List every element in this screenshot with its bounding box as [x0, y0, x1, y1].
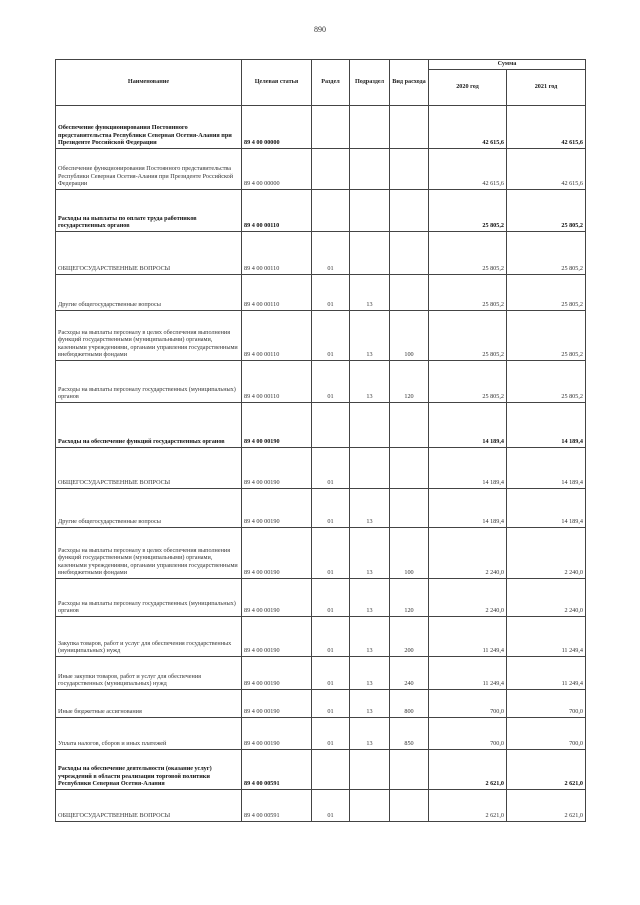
cell-name: Расходы на выплаты персоналу в целях обеспечения выполнения функций государственными (муниципальными) органами, казенными учреждениями, органами управления государственными внебюджетными фондами	[56, 311, 242, 361]
cell-article: 89 4 00 00000	[242, 149, 312, 190]
cell-sum-2021: 2 240,0	[507, 579, 586, 617]
cell-name: Расходы на выплаты по оплате труда работников государственных органов	[56, 190, 242, 232]
cell-sum-2021: 2 621,0	[507, 790, 586, 822]
header-section: Раздел	[312, 60, 350, 106]
cell-sum-2021: 25 805,2	[507, 275, 586, 311]
cell-sum-2020: 11 249,4	[429, 617, 507, 657]
table-row	[56, 106, 586, 149]
table-row	[56, 528, 586, 579]
cell-sum-2021: 25 805,2	[507, 190, 586, 232]
cell-expense-type: 200	[390, 617, 429, 657]
cell-sum-2021: 25 805,2	[507, 311, 586, 361]
cell-sum-2021: 2 240,0	[507, 528, 586, 579]
cell-expense-type: 850	[390, 718, 429, 750]
budget-table	[55, 59, 586, 822]
cell-expense-type: 120	[390, 579, 429, 617]
cell-article: 89 4 00 00190	[242, 448, 312, 489]
cell-expense-type	[390, 275, 429, 311]
header-subsection: Подраздел	[350, 60, 390, 106]
cell-expense-type	[390, 750, 429, 790]
cell-sum-2021: 14 189,4	[507, 489, 586, 528]
header-year-2020: 2020 год	[429, 70, 507, 106]
cell-article: 89 4 00 00110	[242, 190, 312, 232]
cell-expense-type	[390, 106, 429, 149]
cell-name: Обеспечение функционирования Постоянного представительства Республики Северная Осетия-Алания при Президенте Российской Федерации	[56, 106, 242, 149]
cell-sum-2021: 25 805,2	[507, 361, 586, 403]
cell-article: 89 4 00 00190	[242, 718, 312, 750]
cell-sum-2020: 42 615,6	[429, 106, 507, 149]
cell-name: ОБЩЕГОСУДАРСТВЕННЫЕ ВОПРОСЫ	[56, 448, 242, 489]
table-row	[56, 361, 586, 403]
cell-sum-2021: 700,0	[507, 718, 586, 750]
cell-subsection	[350, 790, 390, 822]
cell-article: 89 4 00 00190	[242, 690, 312, 718]
cell-article: 89 4 00 00591	[242, 790, 312, 822]
cell-expense-type	[390, 190, 429, 232]
cell-subsection: 13	[350, 361, 390, 403]
cell-subsection: 13	[350, 528, 390, 579]
page-number: 890	[314, 25, 326, 34]
header-name: Наименование	[56, 60, 242, 106]
cell-subsection	[350, 750, 390, 790]
cell-sum-2021: 700,0	[507, 690, 586, 718]
cell-subsection: 13	[350, 617, 390, 657]
header-expense-type: Вид расхода	[390, 60, 429, 106]
table-row	[56, 275, 586, 311]
cell-name: Расходы на выплаты персоналу государственных (муниципальных) органов	[56, 579, 242, 617]
cell-section: 01	[312, 311, 350, 361]
cell-name: ОБЩЕГОСУДАРСТВЕННЫЕ ВОПРОСЫ	[56, 232, 242, 275]
cell-subsection: 13	[350, 579, 390, 617]
table-row	[56, 403, 586, 448]
table-row	[56, 579, 586, 617]
cell-section: 01	[312, 232, 350, 275]
cell-section: 01	[312, 790, 350, 822]
cell-expense-type	[390, 448, 429, 489]
cell-sum-2020: 14 189,4	[429, 403, 507, 448]
cell-name: Расходы на обеспечение деятельности (оказание услуг) учреждений в области реализации торговой политики Республики Северная Осетия-Алания	[56, 750, 242, 790]
header-article: Целевая статья	[242, 60, 312, 106]
cell-sum-2020: 42 615,6	[429, 149, 507, 190]
cell-expense-type: 100	[390, 311, 429, 361]
cell-expense-type: 800	[390, 690, 429, 718]
cell-name: Иные бюджетные ассигнования	[56, 690, 242, 718]
cell-sum-2020: 2 621,0	[429, 790, 507, 822]
header-year-2021: 2021 год	[507, 70, 586, 106]
cell-subsection	[350, 190, 390, 232]
cell-name: Расходы на выплаты персоналу в целях обеспечения выполнения функций государственными (муниципальными) органами, казенными учреждениями, органами управления государственными внебюджетными фондами	[56, 528, 242, 579]
cell-name: Расходы на выплаты персоналу государственных (муниципальных) органов	[56, 361, 242, 403]
table-row	[56, 657, 586, 690]
cell-sum-2020: 700,0	[429, 718, 507, 750]
cell-expense-type: 240	[390, 657, 429, 690]
cell-sum-2020: 25 805,2	[429, 232, 507, 275]
cell-name: Уплата налогов, сборов и иных платежей	[56, 718, 242, 750]
cell-subsection: 13	[350, 657, 390, 690]
table-row	[56, 311, 586, 361]
cell-expense-type: 120	[390, 361, 429, 403]
cell-section: 01	[312, 657, 350, 690]
table-row	[56, 617, 586, 657]
cell-sum-2020: 25 805,2	[429, 190, 507, 232]
cell-section	[312, 190, 350, 232]
cell-sum-2021: 42 615,6	[507, 149, 586, 190]
cell-sum-2020: 700,0	[429, 690, 507, 718]
cell-article: 89 4 00 00110	[242, 311, 312, 361]
cell-section	[312, 149, 350, 190]
cell-section: 01	[312, 579, 350, 617]
cell-name: Закупка товаров, работ и услуг для обеспечения государственных (муниципальных) нужд	[56, 617, 242, 657]
cell-sum-2020: 25 805,2	[429, 361, 507, 403]
cell-section	[312, 106, 350, 149]
cell-subsection: 13	[350, 275, 390, 311]
cell-subsection	[350, 448, 390, 489]
cell-article: 89 4 00 00190	[242, 403, 312, 448]
table-row	[56, 489, 586, 528]
cell-subsection	[350, 106, 390, 149]
cell-expense-type	[390, 489, 429, 528]
cell-name: Обеспечение функционирования Постоянного представительства Республики Северная Осетия-Алания при Президенте Российской Федерации	[56, 149, 242, 190]
cell-article: 89 4 00 00000	[242, 106, 312, 149]
cell-section	[312, 403, 350, 448]
table-row	[56, 718, 586, 750]
table-row	[56, 448, 586, 489]
cell-subsection	[350, 403, 390, 448]
cell-sum-2020: 11 249,4	[429, 657, 507, 690]
cell-name: Другие общегосударственные вопросы	[56, 275, 242, 311]
cell-sum-2021: 11 249,4	[507, 657, 586, 690]
cell-subsection	[350, 232, 390, 275]
cell-sum-2020: 14 189,4	[429, 448, 507, 489]
table-row	[56, 690, 586, 718]
cell-section: 01	[312, 690, 350, 718]
cell-expense-type: 100	[390, 528, 429, 579]
cell-sum-2020: 2 621,0	[429, 750, 507, 790]
table-row	[56, 790, 586, 822]
cell-section: 01	[312, 718, 350, 750]
cell-article: 89 4 00 00591	[242, 750, 312, 790]
cell-subsection	[350, 149, 390, 190]
cell-article: 89 4 00 00190	[242, 657, 312, 690]
table-row	[56, 190, 586, 232]
cell-sum-2020: 25 805,2	[429, 311, 507, 361]
cell-subsection: 13	[350, 489, 390, 528]
cell-sum-2021: 42 615,6	[507, 106, 586, 149]
cell-name: Расходы на обеспечение функций государственных органов	[56, 403, 242, 448]
cell-name: Другие общегосударственные вопросы	[56, 489, 242, 528]
cell-name: Иные закупки товаров, работ и услуг для обеспечения государственных (муниципальных) нужд	[56, 657, 242, 690]
cell-section: 01	[312, 361, 350, 403]
cell-article: 89 4 00 00190	[242, 528, 312, 579]
cell-article: 89 4 00 00110	[242, 275, 312, 311]
table-row	[56, 750, 586, 790]
cell-expense-type	[390, 149, 429, 190]
cell-name: ОБЩЕГОСУДАРСТВЕННЫЕ ВОПРОСЫ	[56, 790, 242, 822]
cell-expense-type	[390, 232, 429, 275]
cell-section	[312, 750, 350, 790]
cell-section: 01	[312, 489, 350, 528]
cell-subsection: 13	[350, 690, 390, 718]
table-row	[56, 232, 586, 275]
cell-article: 89 4 00 00110	[242, 361, 312, 403]
cell-sum-2020: 25 805,2	[429, 275, 507, 311]
cell-subsection: 13	[350, 718, 390, 750]
cell-expense-type	[390, 403, 429, 448]
cell-sum-2021: 2 621,0	[507, 750, 586, 790]
cell-sum-2020: 2 240,0	[429, 528, 507, 579]
cell-section: 01	[312, 448, 350, 489]
table-row	[56, 149, 586, 190]
cell-article: 89 4 00 00190	[242, 489, 312, 528]
cell-sum-2020: 14 189,4	[429, 489, 507, 528]
cell-article: 89 4 00 00190	[242, 617, 312, 657]
table-body	[56, 106, 586, 822]
cell-section: 01	[312, 528, 350, 579]
cell-sum-2020: 2 240,0	[429, 579, 507, 617]
cell-subsection: 13	[350, 311, 390, 361]
cell-sum-2021: 11 249,4	[507, 617, 586, 657]
cell-section: 01	[312, 275, 350, 311]
cell-sum-2021: 14 189,4	[507, 403, 586, 448]
cell-section: 01	[312, 617, 350, 657]
header-sum: Сумма	[429, 60, 586, 70]
cell-article: 89 4 00 00190	[242, 579, 312, 617]
cell-sum-2021: 14 189,4	[507, 448, 586, 489]
cell-article: 89 4 00 00110	[242, 232, 312, 275]
cell-expense-type	[390, 790, 429, 822]
cell-sum-2021: 25 805,2	[507, 232, 586, 275]
